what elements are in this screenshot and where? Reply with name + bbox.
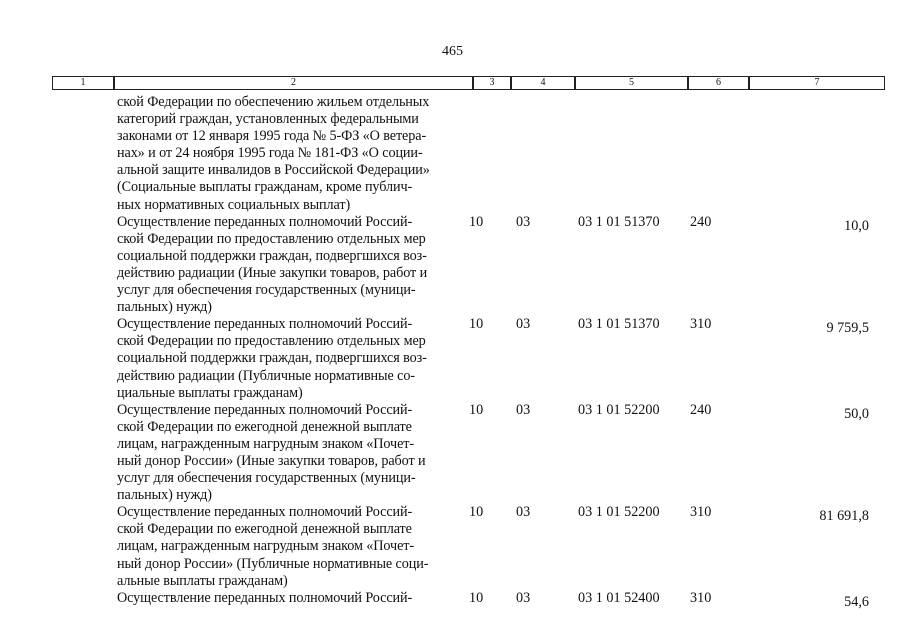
description-line: социальной поддержки граждан, подвергшихся воз- <box>117 247 427 264</box>
description-line: нах» и от 24 ноября 1995 года № 181-ФЗ «О соции- <box>117 145 423 162</box>
description-line: ской Федерации по ежегодной денежной выплате <box>117 521 412 538</box>
row-description <box>117 94 462 214</box>
header-col-1: 1 <box>52 76 114 90</box>
amount-value: 9 759,5 <box>826 320 869 337</box>
amount-value: 50,0 <box>844 405 869 422</box>
description-line: лицам, награжденным нагрудным знаком «Почет- <box>117 435 415 452</box>
header-col-3: 3 <box>473 76 511 90</box>
description-line: Осуществление переданных полномочий Россий- <box>117 504 413 521</box>
section-code: 10 <box>469 213 484 230</box>
description-line: действию радиации (Иные закупки товаров, работ и <box>117 264 428 281</box>
row-description <box>117 214 462 317</box>
table-row <box>0 316 905 401</box>
table-row <box>0 214 905 317</box>
description-line: услуг для обеспечения государственных (муници- <box>117 470 416 487</box>
subsection-code: 03 <box>516 401 531 418</box>
row-description <box>117 504 462 589</box>
subsection-code: 03 <box>516 213 531 230</box>
description-line: ской Федерации по обеспечению жильем отдельных <box>117 94 430 110</box>
header-col-2: 2 <box>114 76 473 90</box>
table-row <box>0 94 905 214</box>
table-row <box>0 589 905 610</box>
description-line: Осуществление переданных полномочий Россий- <box>117 316 413 333</box>
subsection-code: 03 <box>516 589 531 606</box>
expense-type-code: 240 <box>690 401 712 418</box>
description-line: ской Федерации по ежегодной денежной выплате <box>117 418 412 435</box>
description-line: ных нормативных социальных выплат) <box>117 196 351 213</box>
header-col-5: 5 <box>575 76 688 90</box>
row-description <box>117 316 462 401</box>
description-line: Осуществление переданных полномочий Россий- <box>117 213 413 230</box>
section-code: 10 <box>469 504 484 521</box>
amount-value: 54,6 <box>844 593 869 610</box>
table-row <box>0 402 905 505</box>
amount-value: 81 691,8 <box>819 508 869 525</box>
row-description <box>117 402 462 505</box>
description-line: (Социальные выплаты гражданам, кроме публич- <box>117 179 413 196</box>
description-line: ный донор России» (Иные закупки товаров, работ и <box>117 452 426 469</box>
header-col-7: 7 <box>749 76 885 90</box>
table-row <box>0 504 905 589</box>
expense-type-code: 310 <box>690 589 712 606</box>
description-line: ской Федерации по предоставлению отдельных мер <box>117 230 426 247</box>
description-line: социальной поддержки граждан, подвергшихся воз- <box>117 350 427 367</box>
description-line: пальных) нужд) <box>117 299 212 316</box>
row-description <box>117 590 462 607</box>
target-article-code: 03 1 01 52200 <box>578 504 660 521</box>
description-line: ный донор России» (Публичные нормативные соци- <box>117 555 429 572</box>
target-article-code: 03 1 01 52200 <box>578 401 660 418</box>
description-line: альной защите инвалидов в Российской Федерации» <box>117 162 430 179</box>
target-article-code: 03 1 01 51370 <box>578 213 660 230</box>
description-line: Осуществление переданных полномочий Россий- <box>117 589 413 606</box>
subsection-code: 03 <box>516 504 531 521</box>
description-line: категорий граждан, установленных федеральными <box>117 111 419 128</box>
expense-type-code: 240 <box>690 213 712 230</box>
subsection-code: 03 <box>516 316 531 333</box>
amount-value: 10,0 <box>844 217 869 234</box>
section-code: 10 <box>469 589 484 606</box>
table-body <box>0 94 905 610</box>
section-code: 10 <box>469 316 484 333</box>
description-line: лицам, награжденным нагрудным знаком «Почет- <box>117 538 415 555</box>
description-line: Осуществление переданных полномочий Россий- <box>117 401 413 418</box>
target-article-code: 03 1 01 52400 <box>578 589 660 606</box>
description-line: циальные выплаты гражданам) <box>117 384 303 401</box>
header-col-4: 4 <box>511 76 575 90</box>
description-line: законами от 12 января 1995 года № 5-ФЗ «О ветера- <box>117 128 427 145</box>
description-line: услуг для обеспечения государственных (муници- <box>117 282 416 299</box>
header-col-6: 6 <box>688 76 749 90</box>
description-line: альные выплаты гражданам) <box>117 572 288 589</box>
expense-type-code: 310 <box>690 504 712 521</box>
table-header <box>52 76 885 90</box>
section-code: 10 <box>469 401 484 418</box>
target-article-code: 03 1 01 51370 <box>578 316 660 333</box>
page-number: 465 <box>442 44 463 59</box>
description-line: пальных) нужд) <box>117 487 212 504</box>
expense-type-code: 310 <box>690 316 712 333</box>
description-line: действию радиации (Публичные нормативные со- <box>117 367 415 384</box>
description-line: ской Федерации по предоставлению отдельных мер <box>117 333 426 350</box>
